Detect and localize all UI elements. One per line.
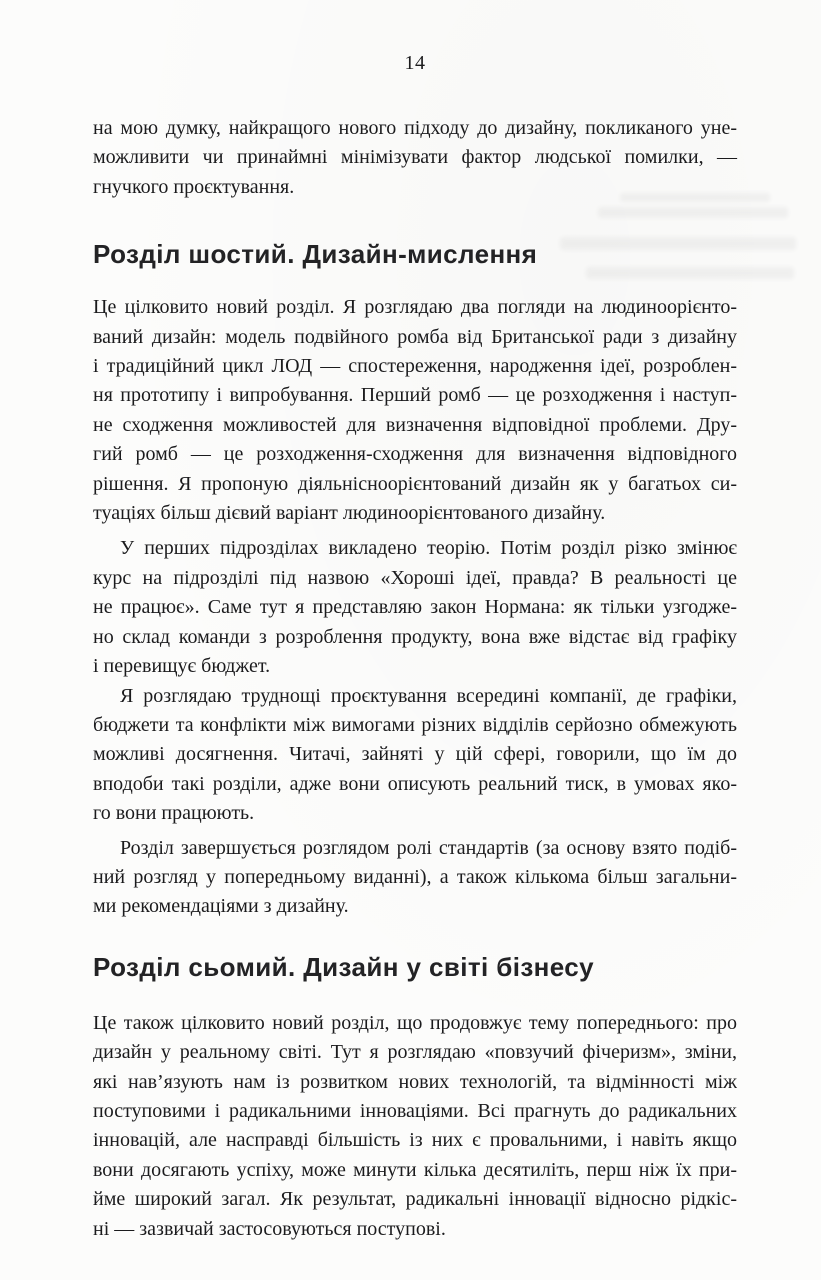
text-line: на мою думку, найкращого нового підходу до дизайну, покликаного уне- bbox=[93, 117, 737, 139]
paragraph-standards bbox=[93, 834, 737, 922]
text-line: можливити чи принаймні мінімізувати фактор людської помилки, — bbox=[93, 146, 737, 169]
text-line: дизайн у реальному світі. Тут я розглядаю «повзучий фічеризм», зміни, bbox=[93, 1041, 737, 1064]
paragraph-chapter-seven-intro bbox=[93, 1009, 737, 1244]
text-line: туаціях більш дієвий варіант людиноорієнтованого дизайну. bbox=[93, 502, 606, 525]
text-line: но склад команди з розроблення продукту, вона вже відстає від графіку bbox=[93, 625, 737, 648]
heading-chapter-seven: Розділ сьомий. Дизайн у світі бізнесу bbox=[93, 951, 594, 982]
paragraph-chapter-six-intro bbox=[93, 293, 737, 528]
heading-chapter-six: Розділ шостий. Дизайн-мислення bbox=[93, 239, 538, 270]
text-line: не працює». Саме тут я представляю закон Нормана: як тільки узгодже- bbox=[93, 596, 737, 619]
text-line: можливі досягнення. Читачі, зайняті у цій сфері, говорили, що їм до bbox=[93, 743, 737, 766]
paragraph-continuation bbox=[93, 114, 737, 202]
text-line: ваний дизайн: модель подвійного ромба від Британської ради з дизайну bbox=[93, 325, 737, 348]
text-line: ні — зазвичай застосовуються поступові. bbox=[93, 1217, 446, 1240]
text-line: Це цілковито новий розділ. Я розглядаю два погляди на людиноорієнто- bbox=[93, 296, 737, 319]
text-line: не сходження можливостей для визначення відповідної проблеми. Дру- bbox=[93, 413, 737, 436]
text-line: ня прототипу і випробування. Перший ромб — це розходження і наступ- bbox=[93, 384, 737, 407]
text-line: поступовими і радикальними інноваціями. Всі прагнуть до радикальних bbox=[93, 1099, 737, 1122]
text-line: ми рекомендаціями з дизайну. bbox=[93, 895, 349, 918]
text-line: го вони працюють. bbox=[93, 802, 255, 825]
text-line: і традиційний цикл ЛОД — спостереження, народження ідеї, розроблен- bbox=[93, 355, 737, 378]
text-line: і перевищує бюджет. bbox=[93, 655, 271, 678]
page-number: 14 bbox=[404, 52, 426, 74]
text-line: гий ромб — це розходження-сходження для визначення відповідного bbox=[93, 443, 737, 466]
text-line: які нав’язують нам із розвитком нових технологій, та відмінності між bbox=[93, 1070, 737, 1093]
text-line: рішення. Я пропоную діяльнісноорієнтований дизайн як у багатьох си- bbox=[93, 472, 737, 495]
text-line: вподоби такі розділи, адже вони описують реальний тиск, в умовах яко- bbox=[93, 772, 737, 795]
text-line: вони досягають успіху, може минути кілька десятиліть, перш ніж їх при- bbox=[93, 1158, 737, 1181]
text-line: інновацій, але насправді більшість із них є провальними, і навіть якщо bbox=[93, 1129, 737, 1152]
paragraph-theory-norman-law bbox=[93, 534, 737, 681]
text-line: курс на підрозділі під назвою «Хороші ідеї, правда? В реальності це bbox=[93, 566, 737, 589]
text-line: У перших підрозділах викладено теорію. Потім розділ різко змінює bbox=[120, 537, 737, 560]
text-line: гнучкого проєктування. bbox=[93, 175, 295, 198]
text-line: бюджети та конфлікти між вимогами різних відділів серйозно обмежують bbox=[93, 713, 737, 736]
text-line: ний розгляд у попередньому виданні), а також кількома більш загальни- bbox=[93, 865, 737, 888]
text-line: Розділ завершується розглядом ролі стандартів (за основу взято подіб- bbox=[120, 836, 737, 859]
page-body bbox=[93, 114, 737, 1244]
text-line: Я розглядаю труднощі проєктування всередині компанії, де графіки, bbox=[120, 684, 737, 707]
text-line: Це також цілковито новий розділ, що продовжує тему попереднього: про bbox=[93, 1011, 737, 1034]
paragraph-design-difficulties bbox=[93, 682, 737, 829]
text-line: йме широкий загал. Як результат, радикальні інновації відносно рідкіс- bbox=[93, 1188, 737, 1211]
